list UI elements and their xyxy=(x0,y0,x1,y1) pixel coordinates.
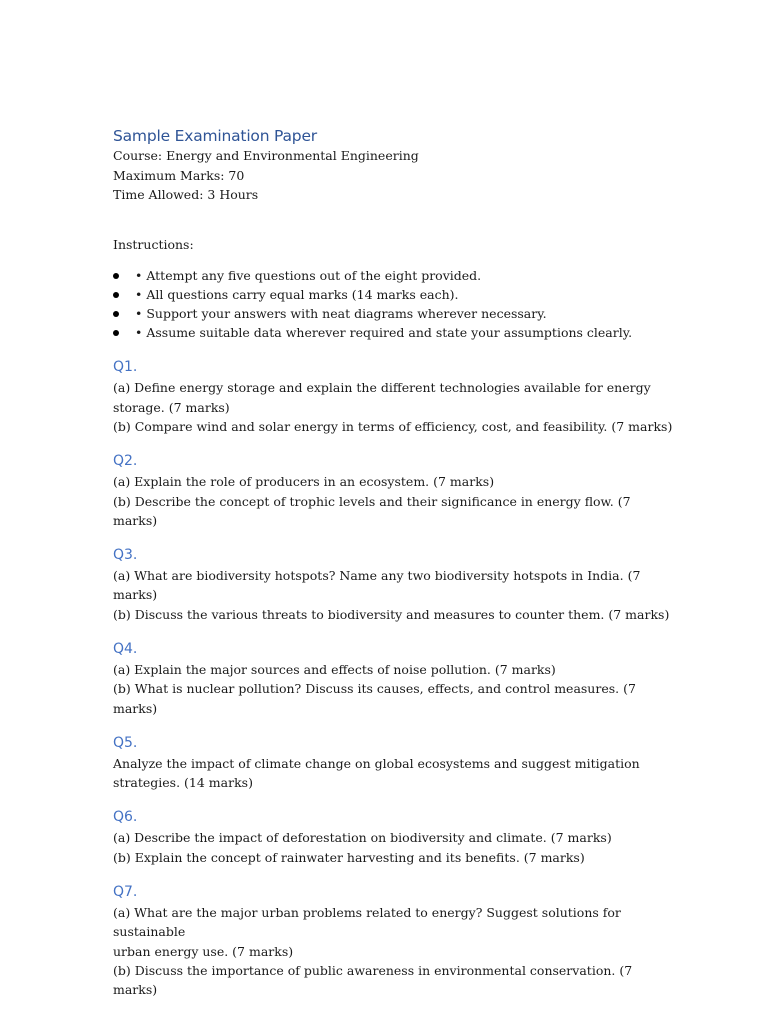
question-line: strategies. (14 marks) xyxy=(113,775,253,791)
bullet-icon xyxy=(113,311,119,317)
instructions-label: Instructions: xyxy=(113,236,194,252)
question-block-q3 xyxy=(113,546,673,624)
bullet-icon xyxy=(113,292,119,298)
question-block-q1 xyxy=(113,358,673,436)
question-heading: Q3. xyxy=(113,547,138,564)
question-line: (a) What are biodiversity hotspots? Name any two biodiversity hotspots in India. (7 marks) xyxy=(113,568,641,603)
question-body xyxy=(113,828,673,867)
bullet-icon xyxy=(113,273,119,279)
instruction-item xyxy=(113,285,673,304)
question-line: (a) What are the major urban problems related to energy? Suggest solutions for sustainable xyxy=(113,905,621,940)
document-title: Sample Examination Paper xyxy=(113,127,317,145)
instruction-text: • Support your answers with neat diagrams wherever necessary. xyxy=(135,305,547,321)
question-heading: Q5. xyxy=(113,734,138,751)
question-body xyxy=(113,566,673,624)
question-line: (b) Discuss the importance of public awareness in environmental conservation. (7 marks) xyxy=(113,962,633,998)
question-body xyxy=(113,378,673,436)
question-block-q2 xyxy=(113,452,673,530)
instruction-text: • All questions carry equal marks (14 marks each). xyxy=(135,286,459,302)
question-line: (a) Explain the role of producers in an ecosystem. (7 marks) xyxy=(113,474,495,490)
question-line: (a) Describe the impact of deforestation on biodiversity and climate. (7 marks) xyxy=(113,830,612,846)
instruction-text: • Assume suitable data wherever required and state your assumptions clearly. xyxy=(135,325,633,341)
question-line: (a) Explain the major sources and effects of noise pollution. (7 marks) xyxy=(113,661,556,677)
question-line: urban energy use. (7 marks) xyxy=(113,943,294,959)
instruction-item xyxy=(113,304,673,323)
bullet-icon xyxy=(113,330,119,336)
question-line: Analyze the impact of climate change on global ecosystems and suggest mitigation xyxy=(113,755,640,771)
question-line: (b) Explain the concept of rainwater harvesting and its benefits. (7 marks) xyxy=(113,849,585,865)
question-body xyxy=(113,472,673,530)
question-line: storage. (7 marks) xyxy=(113,399,230,415)
question-body xyxy=(113,754,673,793)
instruction-item xyxy=(113,323,673,342)
document-content xyxy=(113,126,673,1000)
question-block-q7 xyxy=(113,883,673,999)
question-line: (b) Compare wind and solar energy in terms of efficiency, cost, and feasibility. (7 marks) xyxy=(113,418,673,434)
question-heading: Q4. xyxy=(113,640,138,657)
question-body xyxy=(113,903,673,999)
question-line: (b) Describe the concept of trophic levels and their significance in energy flow. (7 marks) xyxy=(113,493,631,528)
question-line: (a) Define energy storage and explain the different technologies available for energy xyxy=(113,380,651,396)
question-heading: Q7. xyxy=(113,884,138,901)
question-heading: Q1. xyxy=(113,359,138,376)
max-marks-line: Maximum Marks: 70 xyxy=(113,167,245,183)
instruction-item xyxy=(113,266,673,285)
question-block-q5 xyxy=(113,734,673,793)
question-body xyxy=(113,660,673,718)
question-block-q4 xyxy=(113,640,673,718)
question-heading: Q6. xyxy=(113,809,138,826)
question-line: (b) Discuss the various threats to biodiversity and measures to counter them. (7 marks) xyxy=(113,606,670,622)
question-heading: Q2. xyxy=(113,453,138,470)
instruction-text: • Attempt any five questions out of the eight provided. xyxy=(135,267,482,283)
question-block-q6 xyxy=(113,808,673,867)
time-allowed-line: Time Allowed: 3 Hours xyxy=(113,187,259,202)
course-line: Course: Energy and Environmental Engineering xyxy=(113,148,419,163)
instructions-list xyxy=(113,266,673,343)
question-line: (b) What is nuclear pollution? Discuss its causes, effects, and control measures. (7 marks) xyxy=(113,681,636,716)
